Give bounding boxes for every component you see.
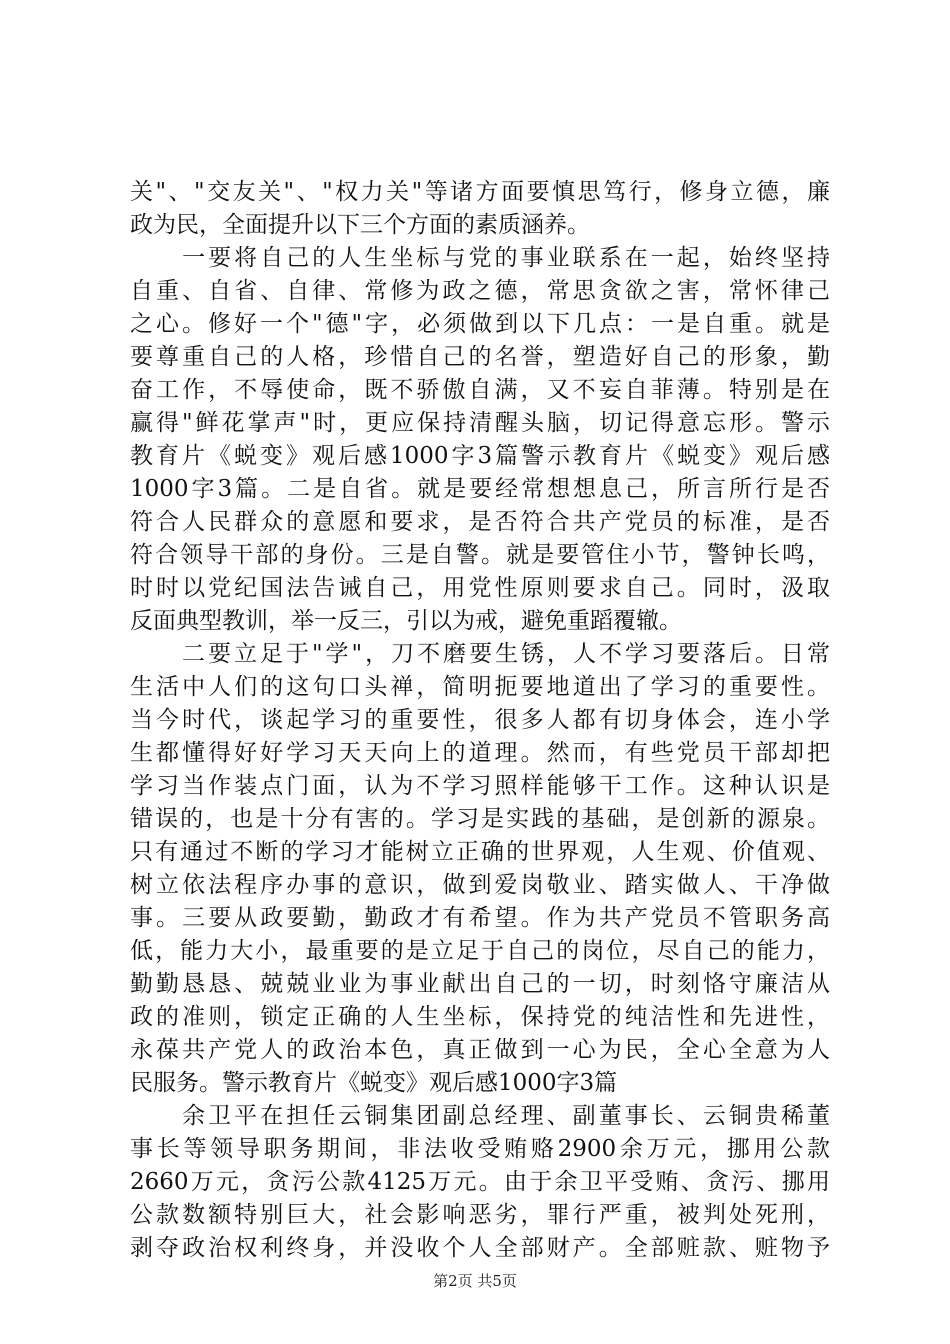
text-line: 符合人民群众的意愿和要求，是否符合共产党员的标准，是否 [130, 509, 830, 535]
text-line: 之心。修好一个"德"字，必须做到以下几点：一是自重。就是 [130, 311, 830, 337]
text-line: 反面典型教训，举一反三，引以为戒，避免重蹈覆辙。 [130, 608, 682, 634]
text-line: 1000字3篇。二是自省。就是要经常想想息己，所言所行是否 [130, 476, 830, 502]
text-line: 树立依法程序办事的意识，做到爱岗敬业、踏实做人、干净做 [130, 872, 830, 898]
text-line: 民服务。警示教育片《蜕变》观后感1000字3篇 [130, 1070, 618, 1096]
text-line: 学习当作装点门面，认为不学习照样能够干工作。这种认识是 [130, 773, 830, 799]
text-line: 勤勤恳恳、兢兢业业为事业献出自己的一切，时刻恪守廉洁从 [130, 971, 830, 997]
text-line: 公款数额特别巨大，社会影响恶劣，罪行严重，被判处死刑， [130, 1202, 830, 1228]
text-line: 二要立足于"学"，刀不磨要生锈，人不学习要落后。日常 [130, 641, 830, 667]
text-line: 事长等领导职务期间，非法收受贿赂2900余万元，挪用公款 [130, 1136, 830, 1162]
page-number: 第2页 共5页 [433, 1272, 517, 1290]
text-line: 一要将自己的人生坐标与党的事业联系在一起，始终坚持 [130, 245, 830, 271]
text-line: 政为民，全面提升以下三个方面的素质涵养。 [130, 212, 590, 238]
text-line: 生都懂得好好学习天天向上的道理。然而，有些党员干部却把 [130, 740, 830, 766]
text-line: 政的准则，锁定正确的人生坐标，保持党的纯洁性和先进性， [130, 1004, 830, 1030]
text-line: 奋工作，不辱使命，既不骄傲自满，又不妄自菲薄。特别是在 [130, 377, 830, 403]
text-line: 永葆共产党人的政治本色，真正做到一心为民，全心全意为人 [130, 1037, 830, 1063]
document-body [130, 176, 830, 1265]
text-line: 当今时代，谈起学习的重要性，很多人都有切身体会，连小学 [130, 707, 830, 733]
text-line: 生活中人们的这句口头禅，简明扼要地道出了学习的重要性。 [130, 674, 830, 700]
text-line: 错误的，也是十分有害的。学习是实践的基础，是创新的源泉。 [130, 806, 830, 832]
page-footer [0, 1271, 950, 1291]
text-line: 关"、"交友关"、"权力关"等诸方面要慎思笃行，修身立德，廉 [130, 179, 830, 205]
text-line: 教育片《蜕变》观后感1000字3篇警示教育片《蜕变》观后感 [130, 443, 830, 469]
text-line: 事。三要从政要勤，勤政才有希望。作为共产党员不管职务高 [130, 905, 830, 931]
text-line: 时时以党纪国法告诫自己，用党性原则要求自己。同时，汲取 [130, 575, 830, 601]
text-line: 余卫平在担任云铜集团副总经理、副董事长、云铜贵稀董 [130, 1103, 830, 1129]
text-line: 只有通过不断的学习才能树立正确的世界观，人生观、价值观、 [130, 839, 830, 865]
text-line: 要尊重自己的人格，珍惜自己的名誉，塑造好自己的形象，勤 [130, 344, 830, 370]
text-line: 赢得"鲜花掌声"时，更应保持清醒头脑，切记得意忘形。警示 [130, 410, 830, 436]
text-line: 2660万元，贪污公款4125万元。由于余卫平受贿、贪污、挪用 [130, 1169, 830, 1195]
text-line: 低，能力大小，最重要的是立足于自己的岗位，尽自己的能力， [130, 938, 830, 964]
text-line: 自重、自省、自律、常修为政之德，常思贪欲之害，常怀律己 [130, 278, 830, 304]
text-line: 剥夺政治权利终身，并没收个人全部财产。全部赃款、赃物予 [130, 1235, 830, 1261]
text-line: 符合领导干部的身份。三是自警。就是要管住小节，警钟长鸣， [130, 542, 830, 568]
